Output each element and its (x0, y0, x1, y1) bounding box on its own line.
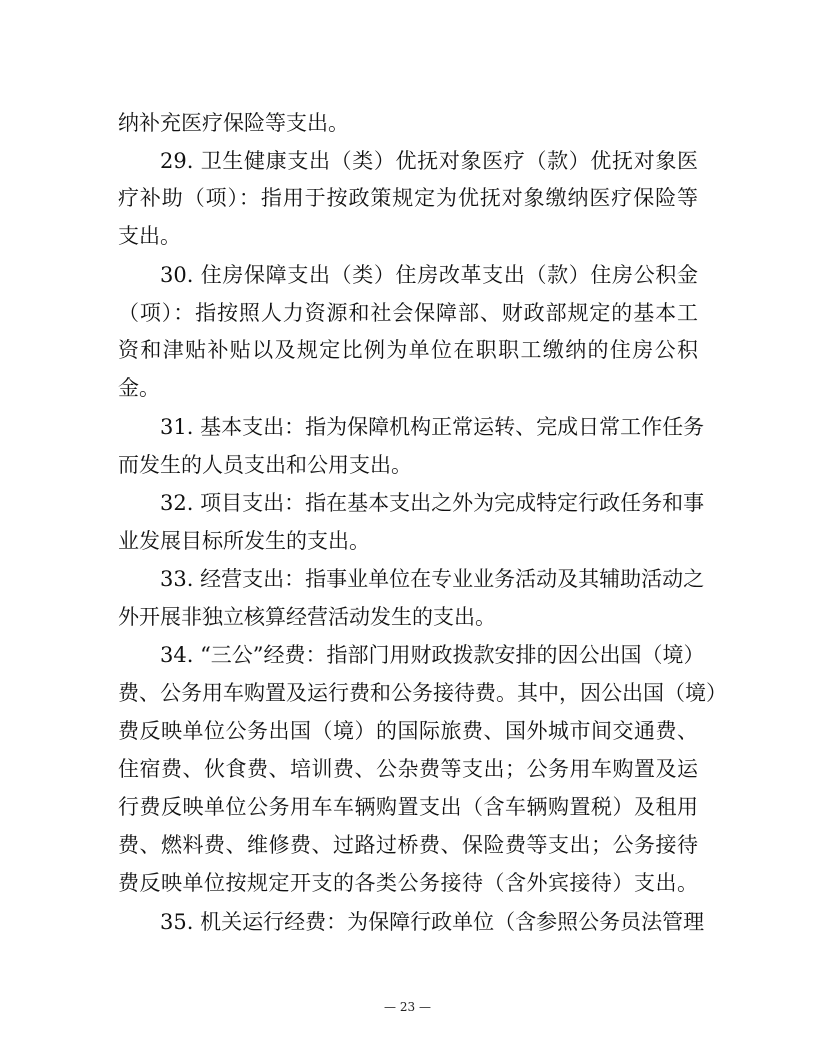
text-line: 33. 经营支出：指事业单位在专业业务活动及其辅助活动之 (160, 567, 705, 591)
text-line: 32. 项目支出：指在基本支出之外为完成特定行政任务和事 (160, 491, 705, 515)
text-line: 30. 住房保障支出（类）住房改革支出（款）住房公积金 (160, 263, 698, 287)
text-line: 费、燃料费、维修费、过路过桥费、保险费等支出；公务接待 (118, 833, 698, 857)
text-line: 29. 卫生健康支出（类）优抚对象医疗（款）优抚对象医 (160, 149, 698, 173)
text-line: 金。 (118, 376, 160, 400)
text-line: 35. 机关运行经费：为保障行政单位（含参照公务员法管理 (160, 910, 705, 934)
text-line: 费反映单位公务出国（境）的国际旅费、国外城市间交通费、 (118, 719, 698, 743)
text-line: 费、公务用车购置及运行费和公务接待费。其中，因公出国（境） (118, 681, 727, 705)
text-line: 外开展非独立核算经营活动发生的支出。 (118, 605, 496, 629)
text-line: 资和津贴补贴以及规定比例为单位在职职工缴纳的住房公积 (118, 338, 698, 362)
text-line: 而发生的人员支出和公用支出。 (118, 453, 412, 477)
text-line: 纳补充医疗保险等支出。 (118, 111, 349, 135)
text-line: （项）：指按照人力资源和社会保障部、财政部规定的基本工 (118, 301, 698, 325)
text-line: 住宿费、伙食费、培训费、公杂费等支出；公务用车购置及运 (118, 757, 698, 781)
text-line: 31. 基本支出：指为保障机构正常运转、完成日常工作任务 (160, 415, 705, 439)
text-line: 34. “三公”经费：指部门用财政拨款安排的因公出国（境） (160, 643, 705, 667)
text-line: 业发展目标所发生的支出。 (118, 529, 370, 553)
page-number: — 23 — (384, 1000, 431, 1014)
text-line: 行费反映单位公务用车车辆购置支出（含车辆购置税）及租用 (118, 795, 698, 819)
text-line: 支出。 (118, 224, 181, 248)
text-line: 疗补助（项）：指用于按政策规定为优抚对象缴纳医疗保险等 (118, 186, 698, 210)
text-line: 费反映单位按规定开支的各类公务接待（含外宾接待）支出。 (118, 871, 698, 895)
